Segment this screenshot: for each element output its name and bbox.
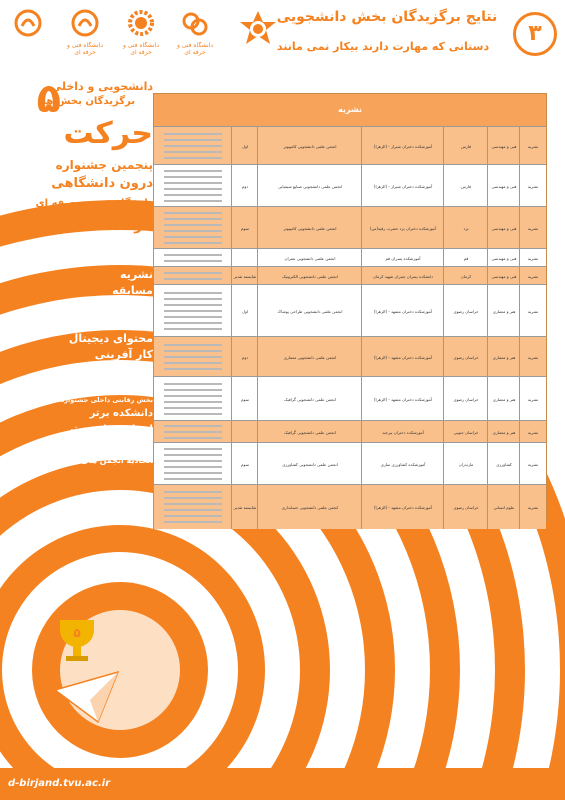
table-row [154, 266, 546, 285]
member-name-line [164, 509, 222, 511]
field-cell: فنی و مهندسی [487, 249, 520, 267]
results-table [153, 93, 547, 522]
college-cell: آموزشکده دختران بیرجند [361, 421, 444, 443]
field-cell: فنی و مهندسی [487, 207, 520, 249]
association-cell: انجمن علمی دانشجویی حسابداری [257, 485, 362, 529]
college-cell: آموزشکده پسران قم [361, 249, 444, 267]
member-name-line [164, 448, 222, 450]
table-row [154, 164, 546, 207]
association-cell: انجمن علمی دانشجویی صنایع شیمیایی [257, 165, 362, 207]
member-name-line [164, 298, 222, 300]
table-row [154, 336, 546, 377]
section-1-item: اختراع [118, 300, 153, 313]
section-1-item: مسابقه [112, 284, 153, 297]
logo-1 [5, 8, 51, 62]
province-cell: کرمان [443, 267, 488, 285]
university-logo-icon [70, 8, 100, 38]
rank-cell: اول [231, 127, 258, 165]
member-name-line [164, 157, 222, 159]
member-name-line [164, 521, 222, 523]
member-name-line [164, 224, 222, 226]
province-cell: قم [443, 249, 488, 267]
members-cell [153, 377, 232, 421]
member-name-line [164, 401, 222, 403]
category-cell: نشریه [519, 421, 546, 443]
section-1-title: بخش های رقابتی دانشجویی جشنواره: [29, 242, 153, 250]
rank-cell [231, 249, 258, 267]
category-cell: نشریه [519, 165, 546, 207]
page-number-badge: ۳ [513, 12, 557, 56]
province-cell: خراسان جنوبی [443, 421, 488, 443]
logo-caption: دانشگاه فنی و حرفه ای [176, 42, 214, 56]
rank-cell: شایسته تقدیر [231, 485, 258, 529]
field-cell: هنر و معماری [487, 421, 520, 443]
section-1-item: انجمن علمی برتر [59, 252, 153, 265]
member-name-line [164, 466, 222, 468]
category-cell: نشریه [519, 443, 546, 485]
province-cell: فارس [443, 165, 488, 207]
member-name-line [164, 383, 222, 385]
member-name-line [164, 454, 222, 456]
header-subtitle: دستانی که مهارت دارند بیکار نمی مانند [276, 40, 490, 53]
field-cell: فنی و مهندسی [487, 267, 520, 285]
category-cell: نشریه [519, 485, 546, 529]
category-cell: نشریه [519, 337, 546, 377]
table-row [154, 206, 546, 249]
member-name-line [164, 316, 222, 318]
category-cell: نشریه [519, 377, 546, 421]
association-cell: انجمن علمی دانشجویی کامپیوتر [257, 127, 362, 165]
left-line-4: درون دانشگاهی [51, 176, 153, 191]
college-cell: آموزشکده دختران مشهد - (الزهرا) [361, 285, 444, 337]
svg-text:۵: ۵ [73, 626, 81, 640]
member-name-line [164, 218, 222, 220]
table-row [154, 126, 546, 165]
table-row [154, 376, 546, 421]
member-name-line [164, 362, 222, 364]
big-word: حرکت [63, 116, 153, 151]
member-name-line [164, 176, 222, 178]
members-cell [153, 249, 232, 267]
category-cell: نشریه [519, 127, 546, 165]
member-name-line [164, 254, 222, 256]
college-cell: آموزشکده دختران شیراز - (الزهرا) [361, 165, 444, 207]
category-cell: نشریه [519, 207, 546, 249]
table-row [154, 284, 546, 337]
table-title: نشریه [154, 94, 546, 126]
section-2-item: استاد مشاور برتر [67, 424, 153, 435]
member-name-line [164, 170, 222, 172]
section-2-title: بخش رقابتی داخلی جشنواره: [57, 396, 153, 404]
section-1-item: محتوای دیجیتال [68, 332, 153, 345]
section-2-item: دانشکده برتر [89, 408, 153, 419]
left-panel [13, 72, 153, 522]
field-cell: هنر و معماری [487, 377, 520, 421]
member-name-line [164, 304, 222, 306]
member-name-line [164, 328, 222, 330]
rank-cell: اول [231, 285, 258, 337]
member-name-line [164, 292, 222, 294]
big-number: ۵ [36, 76, 61, 122]
member-name-line [164, 212, 222, 214]
members-cell [153, 207, 232, 249]
association-cell: انجمن علمی دانشجویی طراحی پوشاک [257, 285, 362, 337]
section-1-item: کار آفرینی [94, 348, 153, 361]
members-cell [153, 285, 232, 337]
rank-cell: سوم [231, 377, 258, 421]
rank-cell: دوم [231, 165, 258, 207]
category-cell: نشریه [519, 285, 546, 337]
province-cell: خراسان رضوی [443, 285, 488, 337]
member-name-line [164, 431, 222, 433]
section-2-item: اتحادیه انجمن های علمی برتر [37, 456, 153, 465]
members-cell [153, 127, 232, 165]
rank-cell: شایسته تقدیر [231, 267, 258, 285]
gear-logo-icon [126, 8, 156, 38]
province-cell: خراسان رضوی [443, 485, 488, 529]
member-name-line [164, 395, 222, 397]
university-logo-icon [13, 8, 43, 38]
association-cell: انجمن علمی دانشجویی گرافیک [257, 377, 362, 421]
section-1-item: نشریه [120, 268, 153, 281]
province-cell: خراسان رضوی [443, 377, 488, 421]
logo-4 [172, 8, 218, 62]
left-line-1: دانشجویی و داخلی [50, 80, 153, 93]
rank-cell [231, 421, 258, 443]
member-name-line [164, 182, 222, 184]
college-cell: آموزشکده دختران شیراز - (الزهرا) [361, 127, 444, 165]
section-1-item: کتاب [126, 380, 153, 393]
member-name-line [164, 503, 222, 505]
logo-3 [118, 8, 164, 62]
member-name-line [164, 310, 222, 312]
member-name-line [164, 344, 222, 346]
member-name-line [164, 151, 222, 153]
province-cell: یزد [443, 207, 488, 249]
member-name-line [164, 413, 222, 415]
table-row [154, 420, 546, 443]
member-name-line [164, 278, 222, 280]
member-name-line [164, 194, 222, 196]
member-name-line [164, 133, 222, 135]
table-row [154, 484, 546, 529]
logo-caption: دانشگاه فنی و حرفه ای [66, 42, 104, 56]
members-cell [153, 337, 232, 377]
festival-date: خرداد ۱۴۰۰-۱۴۰۱ [35, 218, 153, 234]
member-name-line [164, 460, 222, 462]
member-name-line [164, 425, 222, 427]
table-row [154, 248, 546, 267]
header-title: نتایج برگزیدگان بخش دانشجویی [276, 9, 498, 25]
field-cell: علوم انسانی [487, 485, 520, 529]
field-cell: هنر و معماری [487, 337, 520, 377]
member-name-line [164, 407, 222, 409]
member-name-line [164, 236, 222, 238]
member-name-line [164, 350, 222, 352]
college-cell: آموزشکده دختران مشهد - (الزهرا) [361, 377, 444, 421]
rank-cell: سوم [231, 207, 258, 249]
members-cell [153, 421, 232, 443]
rank-cell: سوم [231, 443, 258, 485]
section-1-item: بخش ویژه [97, 364, 153, 377]
field-cell: فنی و مهندسی [487, 127, 520, 165]
member-name-line [164, 139, 222, 141]
section-1-item: فعالیت خلاقانه [72, 316, 153, 329]
members-cell [153, 485, 232, 529]
member-name-line [164, 356, 222, 358]
college-cell: آموزشکده دختران مشهد - (الزهرا) [361, 485, 444, 529]
left-line-3: پنجمین جشنواره [55, 158, 153, 172]
association-cell: انجمن علمی دانشجویی کامپیوتر [257, 207, 362, 249]
association-cell: انجمن علمی دانشجویی عمران [257, 249, 362, 267]
field-cell: کشاورزی [487, 443, 520, 485]
logo-caption: دانشگاه فنی و حرفه ای [122, 42, 160, 56]
member-name-line [164, 188, 222, 190]
section-2-item: کارشناس برتر [82, 440, 153, 451]
left-line-2: برگزیدگان بخش ها [42, 96, 135, 107]
college-cell: دانشکده پسران چمران شهید کرمان [361, 267, 444, 285]
member-name-line [164, 437, 222, 439]
logo-2 [62, 8, 108, 62]
left-line-5: دانشگاه فنی و حرفه ای [35, 198, 153, 209]
province-cell: فارس [443, 127, 488, 165]
member-name-line [164, 200, 222, 202]
members-cell [153, 267, 232, 285]
association-cell: انجمن علمی دانشجویی گرافیک [257, 421, 362, 443]
member-name-line [164, 389, 222, 391]
website-link[interactable]: d-birjand.tvu.ac.ir [8, 778, 111, 789]
field-cell: فنی و مهندسی [487, 165, 520, 207]
member-name-line [164, 145, 222, 147]
member-name-line [164, 230, 222, 232]
college-cell: آموزشکده دختران مشهد - (الزهرا) [361, 337, 444, 377]
college-cell: آموزشکده دختران یزد حضرت رقیه(س) [361, 207, 444, 249]
member-name-line [164, 497, 222, 499]
member-name-line [164, 478, 222, 480]
members-cell [153, 443, 232, 485]
category-cell: نشریه [519, 249, 546, 267]
rank-cell: دوم [231, 337, 258, 377]
member-name-line [164, 322, 222, 324]
association-cell: انجمن علمی دانشجویی معماری [257, 337, 362, 377]
member-name-line [164, 515, 222, 517]
members-cell [153, 165, 232, 207]
province-cell: مازندران [443, 443, 488, 485]
table-row [154, 442, 546, 485]
member-name-line [164, 272, 222, 274]
member-name-line [164, 368, 222, 370]
university-logo-icon [180, 8, 210, 38]
member-name-line [164, 472, 222, 474]
province-cell: خراسان رضوی [443, 337, 488, 377]
association-cell: انجمن علمی دانشجویی الکترونیک [257, 267, 362, 285]
field-cell: هنر و معماری [487, 285, 520, 337]
category-cell: نشریه [519, 267, 546, 285]
footer [0, 768, 565, 800]
member-name-line [164, 260, 222, 262]
college-cell: آموزشکده کشاورزی ساری [361, 443, 444, 485]
member-name-line [164, 491, 222, 493]
member-name-line [164, 242, 222, 244]
association-cell: انجمن علمی دانشجویی کشاورزی [257, 443, 362, 485]
